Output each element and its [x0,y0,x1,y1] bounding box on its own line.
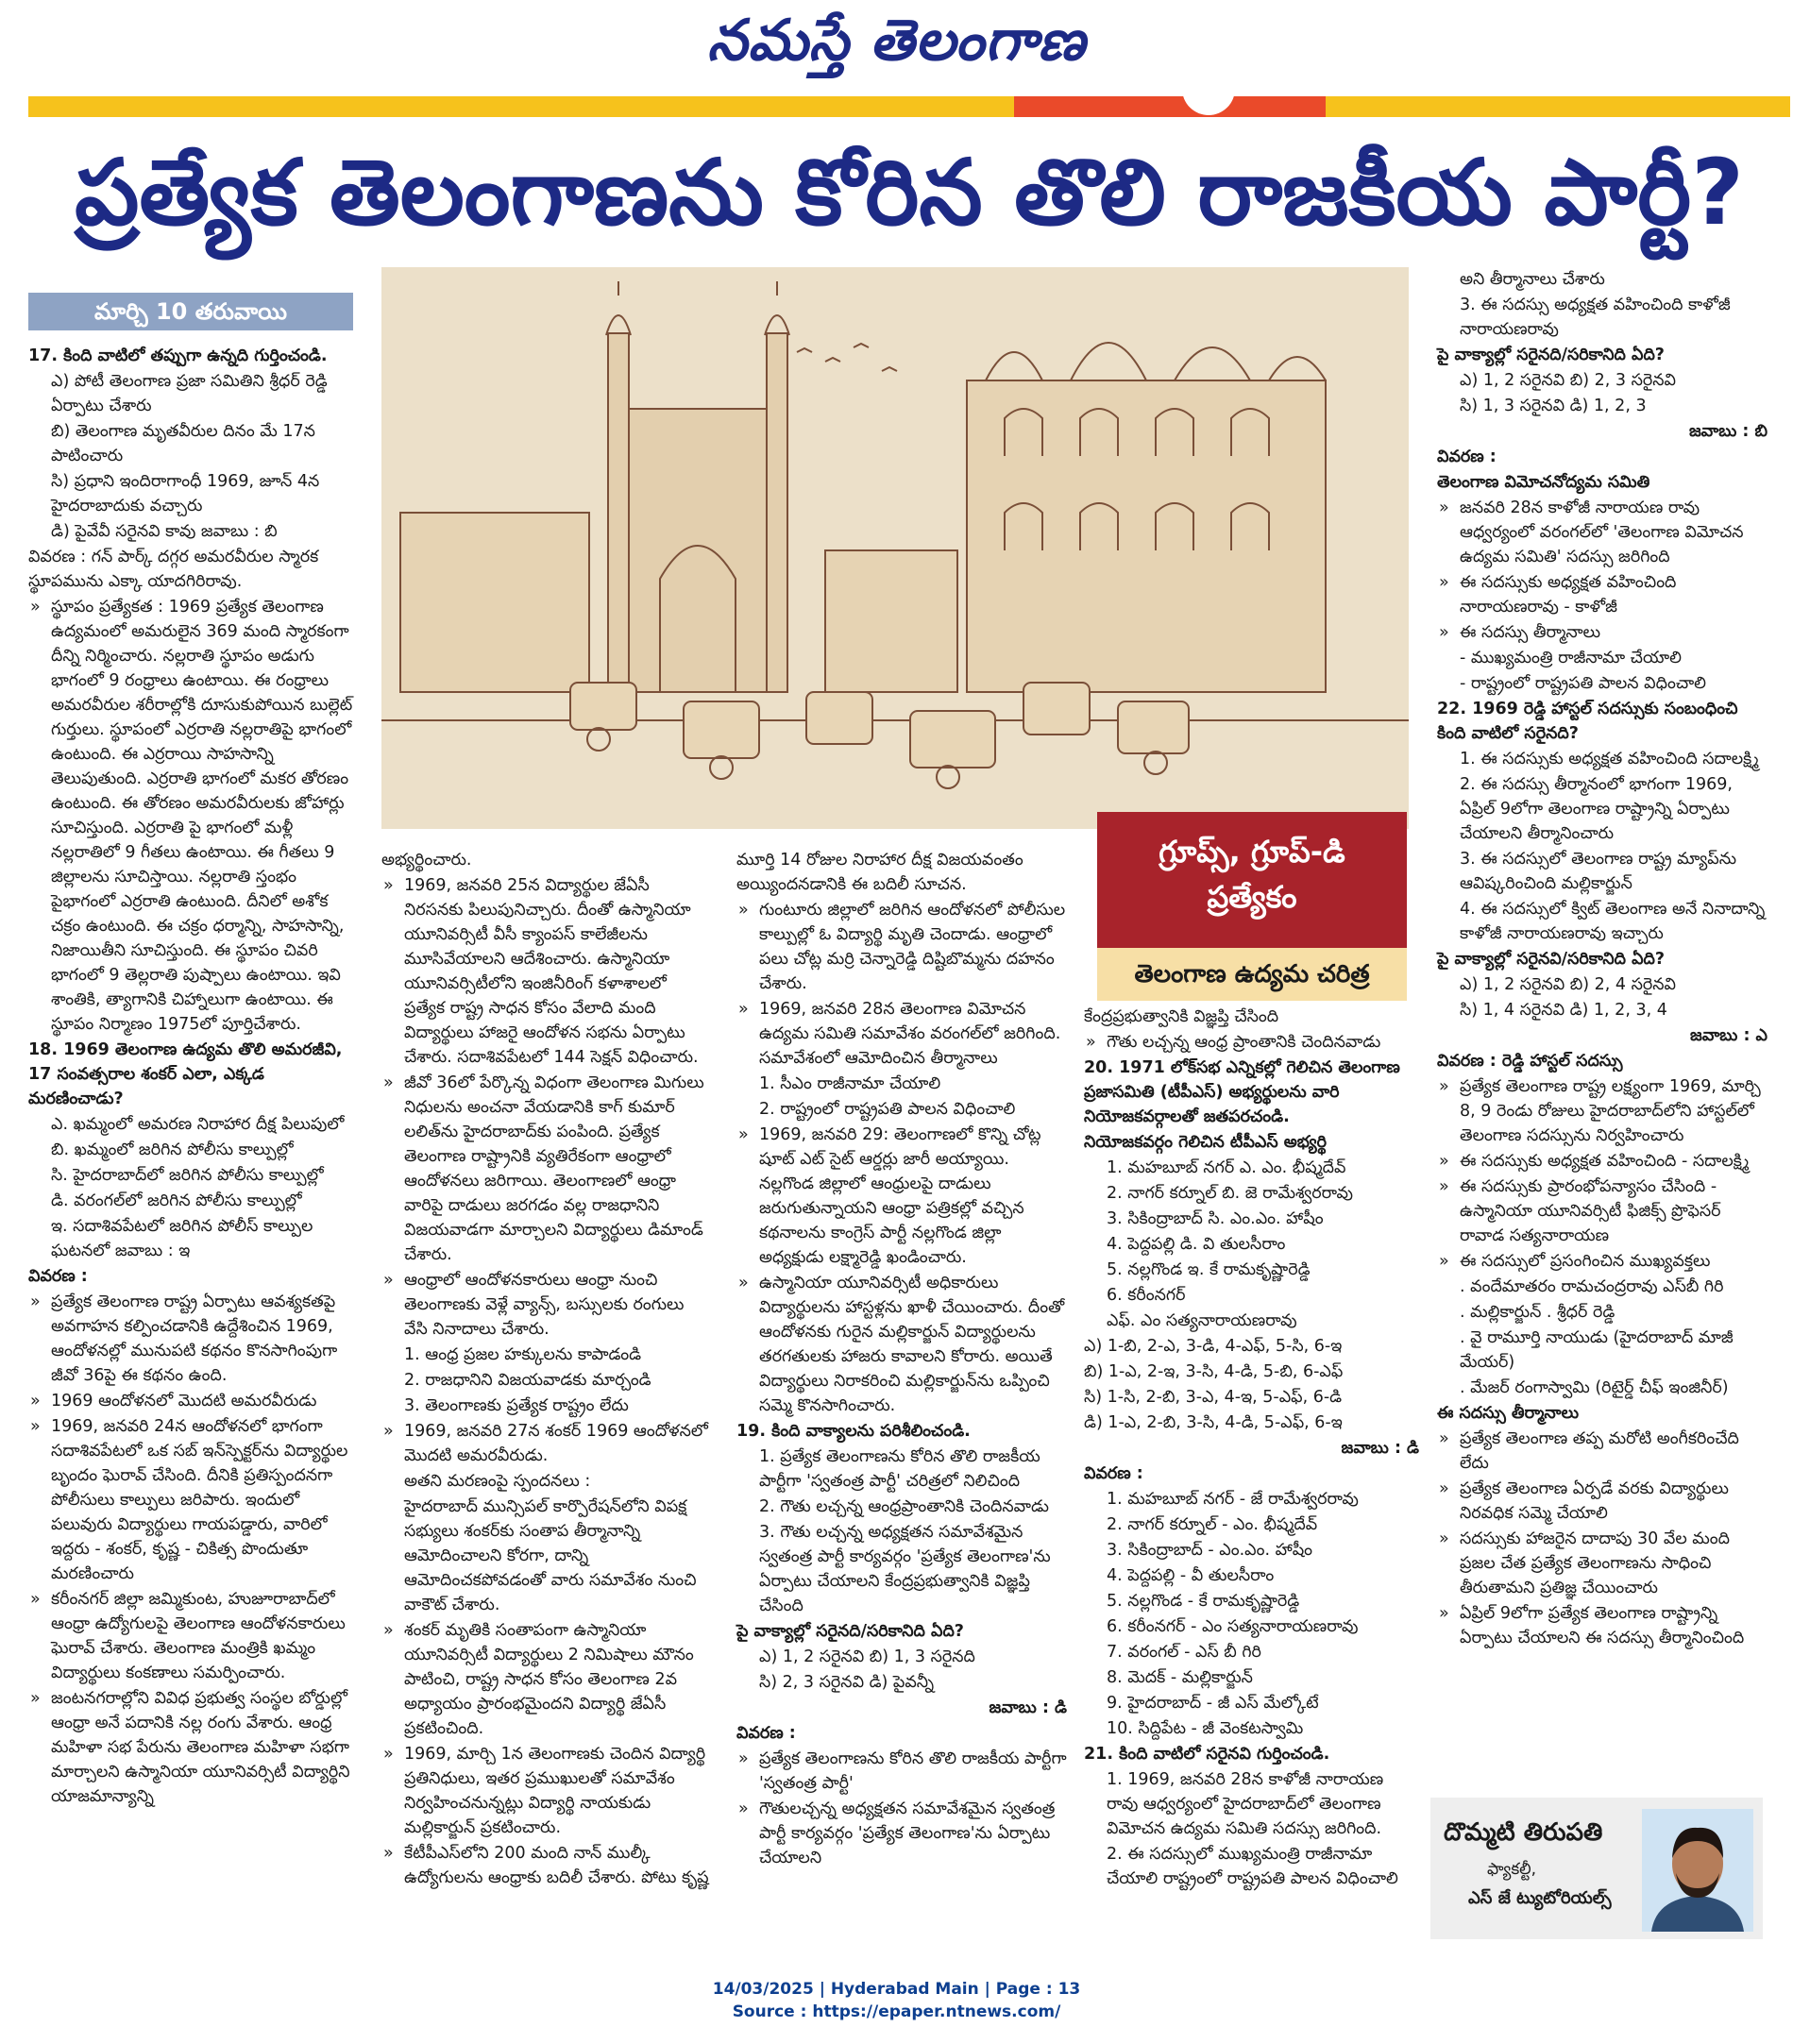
headline: ప్రత్యేక తెలంగాణను కోరిన తొలి రాజకీయ పార్టీ? [75,140,1744,245]
col5-paragraph: జవాబు : బి [1689,422,1768,441]
col4-paragraph: డి) 1-ఎ, 2-బి, 3-సి, 4-డి, 5-ఎఫ్, 6-ఇ [1084,1413,1343,1432]
col5-paragraph: జవాబు : ఎ [1690,1026,1768,1045]
color-stripe [28,96,1790,117]
col5-paragraph: ఈ సదస్సు తీర్మానాలు [1437,1404,1580,1423]
col3-paragraph: జవాబు : డి [989,1698,1067,1717]
col3-paragraph: » 1969, జనవరి 28న తెలంగాణ విమోచన ఉద్యమ సమితి సమావేశం వరంగల్‌లో జరిగింది. సమావేశంలో ఆమోదించిన తీర్మానాలు [736,997,1067,1071]
col4-paragraph: 4. పెద్దపల్లి - వీ తులసీరాం [1107,1566,1275,1585]
author-photo [1642,1809,1753,1932]
col2-paragraph: » 1969, మార్చి 1న తెలంగాణకు చెందిన విద్యార్థి ప్రతినిధులు, ఇతర ప్రముఖులతో సమావేశం నిర్వహించనున్నట్లు విద్యార్థి నాయకుడు మల్లికార్జున్ ప్రకటించారు. [381,1742,710,1840]
col4-paragraph: 20. 1971 లోక్‌సభ ఎన్నికల్లో గెలిచిన తెలంగాణ ప్రజాసమితి (టీపీఎస్) అభ్యర్థులను వారి నియోజకవర్గాలతో జతపరచండి. [1084,1058,1400,1126]
col4-paragraph: బి) 1-ఎ, 2-ఇ, 3-సి, 4-డి, 5-బి, 6-ఎఫ్ [1084,1362,1344,1381]
col5-paragraph: » ఈ సదస్సుకు అధ్యక్షత వహించింది - సదాలక్ష్మి [1437,1149,1768,1174]
col5-paragraph: » ఏప్రిల్ 9లోగా ప్రత్యేక తెలంగాణ రాష్ట్రాన్ని ఏర్పాటు చేయాలని ఈ సదస్సు తీర్మానించింది [1437,1601,1768,1650]
col5-paragraph: ఎ) 1, 2 సరైనవి బి) 2, 4 సరైనవి [1460,975,1676,994]
column-4 [1084,1005,1419,1892]
col4-paragraph: ఎ) 1-బి, 2-ఎ, 3-డి, 4-ఎఫ్, 5-సి, 6-ఇ [1084,1337,1343,1356]
col1-paragraph: డి. వరంగల్‌లో జరిగిన పోలీసు కాల్పుల్లో [51,1191,302,1210]
col1-paragraph: » 1969, జనవరి 24న ఆందోళనలో భాగంగా సదాశివపేటలో ఒక సబ్ ఇన్‌స్పెక్టర్‌ను విద్యార్థుల బృందం ఘెరావ్ చేసింది. దీనికి ప్రతిస్పందనగా పోలీసులు కాల్పులు జరిపారు. ఇందులో పలువురు విద్యార్థులు గాయపడ్డారు, వారిలో ఇద్దరు - శంకర్, కృష్ణ - చికిత్స పొందుతూ మరణించారు [28,1414,354,1586]
col3-paragraph: 1. ప్రత్యేక తెలంగాణను కోరిన తొలి రాజకీయ పార్టీగా 'స్వతంత్ర పార్టీ' చరిత్రలో నిలిచింది [759,1447,1040,1491]
col5-paragraph: 22. 1969 రెడ్డి హాస్టల్ సదస్సుకు సంబంధించి కింది వాటిలో సరైనది? [1437,700,1738,743]
col5-paragraph: » ప్రత్యేక తెలంగాణ రాష్ట్ర లక్ష్యంగా 1969, మార్చి 8, 9 రెండు రోజులు హైదరాబాద్‌లోని హాస్టల్‌లో తెలంగాణ సదస్సును నిర్వహించారు [1437,1074,1768,1148]
col2-paragraph: » 1969, జనవరి 25న విద్యార్థుల జేఏసీ నిరసనకు పిలుపునిచ్చారు. దీంతో ఉస్మానియా యూనివర్సిటీ వీసీ క్యాంపస్ కాలేజీలను మూసివేయాలని ఆదేశించారు. ఉస్మానియా యూనివర్సిటీలోని ఇంజినీరింగ్ కళాశాలలో ప్రత్యేక రాష్ట్ర సాధన కోసం వేలాది మంది విద్యార్థులు హాజరై ఆందోళన సభను ఏర్పాటు చేశారు. సదాశివపేటలో 144 సెక్షన్ విధించారు. [381,873,710,1070]
footer-dateline: 14/03/2025 | Hyderabad Main | Page : 13 [712,1980,1081,1999]
col5-paragraph: తెలంగాణ విమోచనోద్యమ సమితి [1437,473,1650,492]
col2-paragraph: » 1969, జనవరి 27న శంకర్ 1969 ఆందోళనలో మొదటి అమరవీరుడు. [381,1419,710,1468]
banner-title-line2: ప్రత్యేకం [1207,879,1297,915]
col5-paragraph: 1. ఈ సదస్సుకు అధ్యక్షత వహించింది సదాలక్ష్మి [1460,750,1759,769]
col1-paragraph: 17. కింది వాటిలో తప్పుగా ఉన్నది గుర్తించండి. [28,346,328,365]
col1-paragraph: బి. ఖమ్మంలో జరిగిన పోలీసు కాల్పుల్లో [51,1140,294,1159]
col1-paragraph: » స్థూపం ప్రత్యేకత : 1969 ప్రత్యేక తెలంగాణ ఉద్యమంలో అమరులైన 369 మంది స్మారకంగా దీన్ని నిర్మించారు. నల్లరాతి స్థూపం అడుగు భాగంలో 9 రంధ్రాలు ఉంటాయి. ఈ రంధ్రాలు అమరవీరుల శరీరాల్లోకి దూసుకుపోయిన బుల్లెట్ గుర్తులు. స్థూపంలో ఎర్రరాతి నల్లరాతిపై భాగంలో ఉంటుంది. ఈ ఎర్రరాయి సాహసాన్ని తెలుపుతుంది. ఎర్రరాతి భాగంలో మకర తోరణం ఉంటుంది. ఈ తోరణం అమరవీరులకు జోహార్లు సూచిస్తుంది. ఎర్రరాతి పై భాగంలో మళ్లీ నల్లరాతిలో 9 గీతలు ఉంటాయి. ఈ గీతలు 9 జిల్లాలను సూచిస్తాయి. నల్లరాతి స్తంభం పైభాగంలో ఎర్రరాతి ఉంటుంది. దీనిలో అశోక చక్రం ఉంటుంది. ఈ చక్రం ధర్మాన్ని, సాహసాన్ని, నిజాయితీని సూచిస్తుంది. ఈ స్థూపం చివరి భాగంలో 9 తెల్లరాతి పుష్పాలు ఉంటాయి. ఇవి శాంతికి, త్యాగానికి చిహ్నాలుగా ఉంటాయి. ఈ స్థూపం నిర్మాణం 1975లో పూర్తిచేశారు. [28,595,354,1037]
masthead-logo: నమస్తే తెలంగాణ [706,8,1087,74]
col1-paragraph: సి. హైదరాబాద్‌లో జరిగిన పోలీసు కాల్పుల్లో [51,1166,324,1185]
col5-paragraph: - ముఖ్యమంత్రి రాజీనామా చేయాలి [1460,649,1682,667]
col4-paragraph: 2. నాగర్ కర్నూల్ - ఎం. భీష్మదేవ్ [1107,1515,1318,1534]
col3-paragraph: 1. సీఎం రాజీనామా చేయాలి [759,1074,941,1093]
col5-paragraph: వివరణ : రెడ్డి హాస్టల్ సదస్సు [1437,1052,1623,1071]
column-3 [736,848,1067,1871]
col4-paragraph: 5. నల్లగొండ ఇ. కే రామకృష్ణారెడ్డి [1107,1260,1311,1279]
charminar-sketch-image [381,267,1409,829]
col5-paragraph: . వై రామూర్తి నాయుడు (హైదరాబాద్ మాజీ మేయర్) [1460,1328,1734,1372]
col3-paragraph: 19. కింది వాక్యాలను పరిశీలించండి. [736,1422,971,1441]
col3-paragraph: » 1969, జనవరి 29: తెలంగాణలో కొన్ని చోట్ల షూట్ ఎట్ సైట్ ఆర్డర్లు జారీ అయ్యాయి. నల్లగొండ జిల్లాలో ఆంధ్రులపై దాడులు జరుగుతున్నాయని ఆంధ్రా పత్రికల్లో వచ్చిన కథనాలను కాంగ్రెస్ పార్టీ నల్లగొండ జిల్లా అధ్యక్షుడు లక్ష్మారెడ్డి ఖండించారు. [736,1123,1067,1270]
col4-paragraph: 1. 1969, జనవరి 28న కాళోజీ నారాయణ రావు ఆధ్వర్యంలో హైదరాబాద్‌లో తెలంగాణ విమోచన ఉద్యమ సమితి సదస్సు జరిగింది. [1107,1770,1384,1838]
col5-paragraph: » ఈ సదస్సుకు ప్రారంభోపన్యాసం చేసింది - ఉస్మానియా యూనివర్సిటీ ఫిజిక్స్ ప్రొఫెసర్ రావాడ సత్యనారాయణ [1437,1174,1768,1248]
col4-paragraph: » గౌతు లచ్చన్న ఆంధ్ర ప్రాంతానికి చెందినవాడు [1084,1030,1419,1055]
col1-paragraph: వివరణ : గన్ పార్క్ దగ్గర అమరవీరుల స్మారక స్థూపమును ఎక్కా యాదగిరిరావు. [28,548,319,591]
col2-paragraph: » ఆంధ్రాలో ఆందోళనకారులు ఆంధ్రా నుంచి తెలంగాణకు వెళ్లే వ్యాన్స్, బస్సులకు రంగులు వేసి నినాదాలు చేశారు. [381,1268,710,1342]
col1-paragraph: బి) తెలంగాణ మృతవీరుల దినం మే 17న పాటించారు [51,422,315,465]
banner-subject: తెలంగాణ ఉద్యమ చరిత్ర [1097,948,1407,1001]
col1-paragraph: 18. 1969 తెలంగాణ ఉద్యమ తొలి అమరజీవి, 17 సంవత్సరాల శంకర్ ఎలా, ఎక్కడ మరణించాడు? [28,1040,343,1108]
col4-paragraph: ఎఫ్. ఎం సత్యనారాయణరావు [1107,1311,1297,1330]
col2-paragraph: 1. ఆంధ్ర ప్రజల హక్కులను కాపాడండి [404,1345,642,1364]
col5-paragraph: 3. ఈ సదస్సు అధ్యక్షత వహించింది కాళోజీ నారాయణరావు [1460,296,1731,339]
col4-paragraph: 5. నల్లగొండ - కే రామకృష్ణారెడ్డి [1107,1592,1300,1611]
col4-paragraph: 1. మహబూబ్ నగర్ ఎ. ఎం. భీష్మదేవ్ [1107,1158,1346,1177]
col5-paragraph: ఎ) 1, 2 సరైనవి బి) 2, 3 సరైనవి [1460,371,1676,390]
col5-paragraph: పై వాక్యాల్లో సరైనది/సరికానిది ఏది? [1437,346,1665,364]
col4-paragraph: 8. మెదక్ - మల్లికార్జున్ [1107,1668,1253,1687]
col3-paragraph: ఎ) 1, 2 సరైనవి బి) 1, 3 సరైనది [759,1647,975,1666]
column-2 [381,848,710,1891]
col2-paragraph: » శంకర్ మృతికి సంతాపంగా ఉస్మానియా యూనివర్సిటీ విద్యార్థులు 2 నిమిషాలు మౌనం పాటించి, రాష్ట్ర సాధన కోసం తెలంగాణ 2వ అధ్యాయం ప్రారంభమైందని విద్యార్థి జేఏసీ ప్రకటించింది. [381,1618,710,1741]
col5-paragraph: » జనవరి 28న కాళోజీ నారాయణ రావు ఆధ్వర్యంలో వరంగల్‌లో 'తెలంగాణ విమోచన ఉద్యమ సమితి' సదస్సు జరిగింది [1437,496,1768,569]
col4-paragraph: 9. హైదరాబాద్ - జీ ఎస్ మేల్కోటే [1107,1694,1319,1713]
col1-paragraph: డి) పైవేవీ సరైనవి కావు జవాబు : బి [51,522,278,541]
author-box [1430,1798,1763,1939]
col5-paragraph: పై వాక్యాల్లో సరైనవి/సరికానిది ఏది? [1437,950,1666,969]
column-1 [28,344,354,1810]
col4-paragraph: 3. సికింద్రాబాద్ సి. ఎం.ఎం. హాషీం [1107,1209,1324,1228]
banner-title-line1: గ్రూప్స్, గ్రూప్-డి [1159,834,1345,870]
col5-paragraph: 3. ఈ సదస్సులో తెలంగాణ రాష్ట్ర మ్యాప్‌ను ఆవిష్కరించింది మల్లికార్జున్ [1460,850,1737,893]
col1-paragraph: సి) ప్రధాని ఇందిరాగాంధీ 1969, జూన్ 4న హైదరాబాదుకు వచ్చారు [51,472,320,515]
col5-paragraph: . వందేమాతరం రామచంద్రరావు ఎస్‌బీ గిరి [1460,1277,1724,1296]
col2-paragraph: అభ్యర్థించారు. [381,851,472,870]
col2-paragraph: అతని మరణంపై స్పందనలు : [404,1472,591,1491]
col4-paragraph: 2. నాగర్ కర్నూల్ బి. జె రామేశ్వరరావు [1107,1184,1353,1203]
col1-paragraph: వివరణ : [28,1267,88,1286]
col4-paragraph: కేంద్రప్రభుత్వానికి విజ్ఞప్తి చేసింది [1084,1007,1279,1026]
col4-paragraph: జవాబు : డి [1341,1439,1419,1458]
col4-paragraph: 7. వరంగల్ - ఎస్ బీ గిరి [1107,1643,1261,1662]
col3-paragraph: పై వాక్యాల్లో సరైనది/సరికానిది ఏది? [736,1622,964,1641]
col4-paragraph: నియోజకవర్గం గెలిచిన టీపీఎస్ అభ్యర్థి [1084,1133,1328,1152]
col4-paragraph: 21. కింది వాటిలో సరైనవి గుర్తించండి. [1084,1745,1330,1764]
col4-paragraph: 10. సిద్దిపేట - జీ వెంకటస్వామి [1107,1719,1304,1738]
col2-paragraph: 2. రాజధానిని విజయవాడకు మార్చండి [404,1371,651,1390]
col3-paragraph: » ప్రత్యేక తెలంగాణను కోరిన తొలి రాజకీయ పార్టీగా 'స్వతంత్ర పార్టీ' [736,1747,1067,1796]
col5-paragraph: » ఈ సదస్సు తీర్మానాలు [1437,620,1768,645]
col3-paragraph: 2. గౌతు లచ్చన్న ఆంధ్రప్రాంతానికి చెందినవాడు [759,1497,1049,1516]
col5-paragraph: » సదస్సుకు హాజరైన దాదాపు 30 వేల మంది ప్రజల చేత ప్రత్యేక తెలంగాణను సాధించి తీరుతామని ప్రతిజ్ఞ చేయించారు [1437,1527,1768,1600]
author-designation: ఫ్యాకల్టీ, [1487,1860,1537,1879]
col4-paragraph: 3. సికింద్రాబాద్ - ఎం.ఎం. హాషీం [1107,1541,1313,1560]
col3-paragraph: 2. రాష్ట్రంలో రాష్ట్రపతి పాలన విధించాలి [759,1100,1016,1119]
col4-paragraph: 6. కరీంనగర్ [1107,1286,1186,1305]
col3-paragraph: సి) 2, 3 సరైనవి డి) పైవన్నీ [759,1673,935,1692]
col1-paragraph: » కరీంనగర్ జిల్లా జమ్మికుంట, హుజూరాబాద్‌లో ఆంధ్రా ఉద్యోగులపై తెలంగాణ ఆందోళనకారులు ఘెరావ్ చేశారు. తెలంగాణ మంత్రికి ఖమ్మం విద్యార్థులు కంకణాలు సమర్పించారు. [28,1587,354,1685]
col4-paragraph: సి) 1-సి, 2-బి, 3-ఎ, 4-ఇ, 5-ఎఫ్, 6-డి [1084,1388,1343,1407]
col3-paragraph: » గౌతులచ్చన్న అధ్యక్షతన సమావేశమైన స్వతంత్ర పార్టీ కార్యవర్గం 'ప్రత్యేక తెలంగాణ'ను ఏర్పాటు చేయాలని [736,1797,1067,1870]
col2-paragraph: 3. తెలంగాణకు ప్రత్యేక రాష్ట్రం లేదు [404,1396,629,1415]
col5-paragraph: » ప్రత్యేక తెలంగాణ తప్ప మరోటి అంగీకరించేది లేదు [1437,1427,1768,1476]
col4-paragraph: 6. కరీంనగర్ - ఎం సత్యనారాయణరావు [1107,1617,1359,1636]
col5-paragraph: సి) 1, 3 సరైనవి డి) 1, 2, 3 [1460,397,1647,415]
footer-source-link[interactable]: Source : https://epaper.ntnews.com/ [732,2002,1061,2021]
col5-paragraph: » ఈ సదస్సుకు అధ్యక్షత వహించింది నారాయణరావు - కాళోజీ [1437,570,1768,619]
col4-paragraph: వివరణ : [1084,1464,1143,1483]
col1-paragraph: » జంటనగరాల్లోని వివిధ ప్రభుత్వ సంస్థల బోర్డుల్లో ఆంధ్రా అనే పదానికి నల్ల రంగు వేశారు. ఆంధ్ర మహిళా సభ పేరును తెలంగాణ మహిళా సభగా మార్చాలని ఉస్మానియా యూనివర్సిటీ విద్యార్థిని యాజమాన్యాన్ని [28,1686,354,1809]
col1-paragraph: » 1969 ఆందోళనలో మొదటి అమరవీరుడు [28,1389,354,1413]
page-footer [0,1978,1793,2023]
col3-paragraph: వివరణ : [736,1724,796,1743]
author-name: దొమ్మటి తిరుపతి [1444,1818,1603,1847]
col3-paragraph: » ఉస్మానియా యూనివర్సిటీ అధికారులు విద్యార్థులను హాస్టళ్లను ఖాళీ చేయించారు. దీంతో ఆందోళనకు గురైన మల్లికార్జున్ విద్యార్థులను తరగతులకు హాజరు కావాలని కోరారు. అయితే విద్యార్థులు నిరాకరించి మల్లికార్జున్‌ను ఒప్పించి సమ్మె కొనసాగించారు. [736,1271,1067,1418]
col5-paragraph: సి) 1, 4 సరైనవి డి) 1, 2, 3, 4 [1460,1001,1667,1020]
col5-paragraph: . మేజర్ రంగాస్వామి (రిటైర్డ్ చీఫ్ ఇంజినీర్) [1460,1378,1729,1397]
col5-paragraph: అని తీర్మానాలు చేశారు [1460,270,1605,289]
col2-paragraph: » కేటీపీఎస్‌లోని 200 మంది నాన్ ముల్కీ ఉద్యోగులను ఆంధ్రాకు బదిలీ చేశారు. పోటు కృష్ణ [381,1841,710,1890]
col1-paragraph: ఇ. సదాశివపేటలో జరిగిన పోలీస్ కాల్పుల ఘటనలో జవాబు : ఇ [51,1217,313,1260]
col1-paragraph: ఎ. ఖమ్మంలో అమరణ నిరాహార దీక్ష పిలుపులో [51,1115,345,1134]
col4-paragraph: 2. ఈ సదస్సులో ముఖ్యమంత్రి రాజీనామా చేయాలి రాష్ట్రంలో రాష్ట్రపతి పాలన విధించాలి [1107,1845,1398,1888]
col1-paragraph: » ప్రత్యేక తెలంగాణ రాష్ట్ర ఏర్పాటు ఆవశ్యకతపై అవగాహన కల్పించడానికి ఉద్దేశించిన 1969, ఆందోళనల్లో మునుపటి కథనం కొనసాగింపుగా జీవో 36పై ఈ కథనం ఉంది. [28,1290,354,1388]
col3-paragraph: » గుంటూరు జిల్లాలో జరిగిన ఆందోళనలో పోలీసుల కాల్పుల్లో ఓ విద్యార్థి మృతి చెందాడు. ఆంధ్రాలో పలు చోట్ల మర్రి చెన్నారెడ్డి దిష్టిబొమ్మను దహనం చేశారు. [736,898,1067,996]
special-section-banner [1097,812,1407,1001]
col3-paragraph: 3. గౌతు లచ్చన్న అధ్యక్షతన సమావేశమైన స్వతంత్ర పార్టీ కార్యవర్గం 'ప్రత్యేక తెలంగాణ'ను ఏర్పాటు చేయాలని కేంద్రప్రభుత్వానికి విజ్ఞప్తి చేసింది [759,1523,1051,1615]
section-label: మార్చి 10 తరువాయి [28,293,353,330]
col5-paragraph: 2. ఈ సదస్సు తీర్మానంలో భాగంగా 1969, ఏప్రిల్ 9లోగా తెలంగాణ రాష్ట్రాన్ని ఏర్పాటు చేయాలని తీర్మానించారు [1460,775,1733,843]
col5-paragraph: » ప్రత్యేక తెలంగాణ ఏర్పడే వరకు విద్యార్థులు నిరవధిక సమ్మె చేయాలి [1437,1477,1768,1526]
col1-paragraph: ఎ) పోటీ తెలంగాణ ప్రజా సమితిని శ్రీధర్ రెడ్డి ఏర్పాటు చేశారు [51,372,328,415]
col4-paragraph: 4. పెద్దపల్లి డి. వి తులసీరాం [1107,1235,1286,1254]
col3-paragraph: మూర్తి 14 రోజుల నిరాహార దీక్ష విజయవంతం అయ్యిందనడానికి ఈ బదిలీ సూచన. [736,851,1023,894]
col2-paragraph: హైదరాబాద్ మున్సిపల్ కార్పొరేషన్‌లోని విపక్ష సభ్యులు శంకర్‌కు సంతాప తీర్మానాన్ని ఆమోదించాలని కోరగా, దాన్ని ఆమోదించకపోవడంతో వారు సమావేశం నుంచి వాకౌట్ చేశారు. [404,1497,697,1614]
col4-paragraph: 1. మహబూబ్ నగర్ - జే రామేశ్వరరావు [1107,1490,1359,1509]
col5-paragraph: . మల్లికార్జున్ . శ్రీధర్ రెడ్డి [1460,1303,1615,1322]
col5-paragraph: వివరణ : [1437,448,1497,466]
col5-paragraph: 4. ఈ సదస్సులో క్విట్ తెలంగాణ అనే నినాదాన్ని కాళోజీ నారాయణరావు ఇచ్చారు [1460,900,1766,943]
col5-paragraph: - రాష్ట్రంలో రాష్ట్రపతి పాలన విధించాలి [1460,674,1706,693]
author-organization: ఎస్ జే ట్యుటోరియల్స్ [1468,1888,1612,1908]
col2-paragraph: » జీవో 36లో పేర్కొన్న విధంగా తెలంగాణ మిగులు నిధులను అంచనా వేయడానికి కాగ్ కుమార్ లలిత్‌ను హైదరాబాద్‌కు పంపింది. ప్రత్యేక తెలంగాణ రాష్ట్రానికి వ్యతిరేకంగా ఆంధ్రాలో ఆందోళనలు జరిగాయి. తెలంగాణలో ఆంధ్రా వారిపై దాడులు జరగడం వల్ల రాజధానిని విజయవాడగా మార్చాలని విద్యార్థులు డిమాండ్ చేశారు. [381,1071,710,1267]
col5-paragraph: » ఈ సదస్సులో ప్రసంగించిన ముఖ్యవక్తలు [1437,1249,1768,1274]
column-5 [1437,267,1768,1651]
